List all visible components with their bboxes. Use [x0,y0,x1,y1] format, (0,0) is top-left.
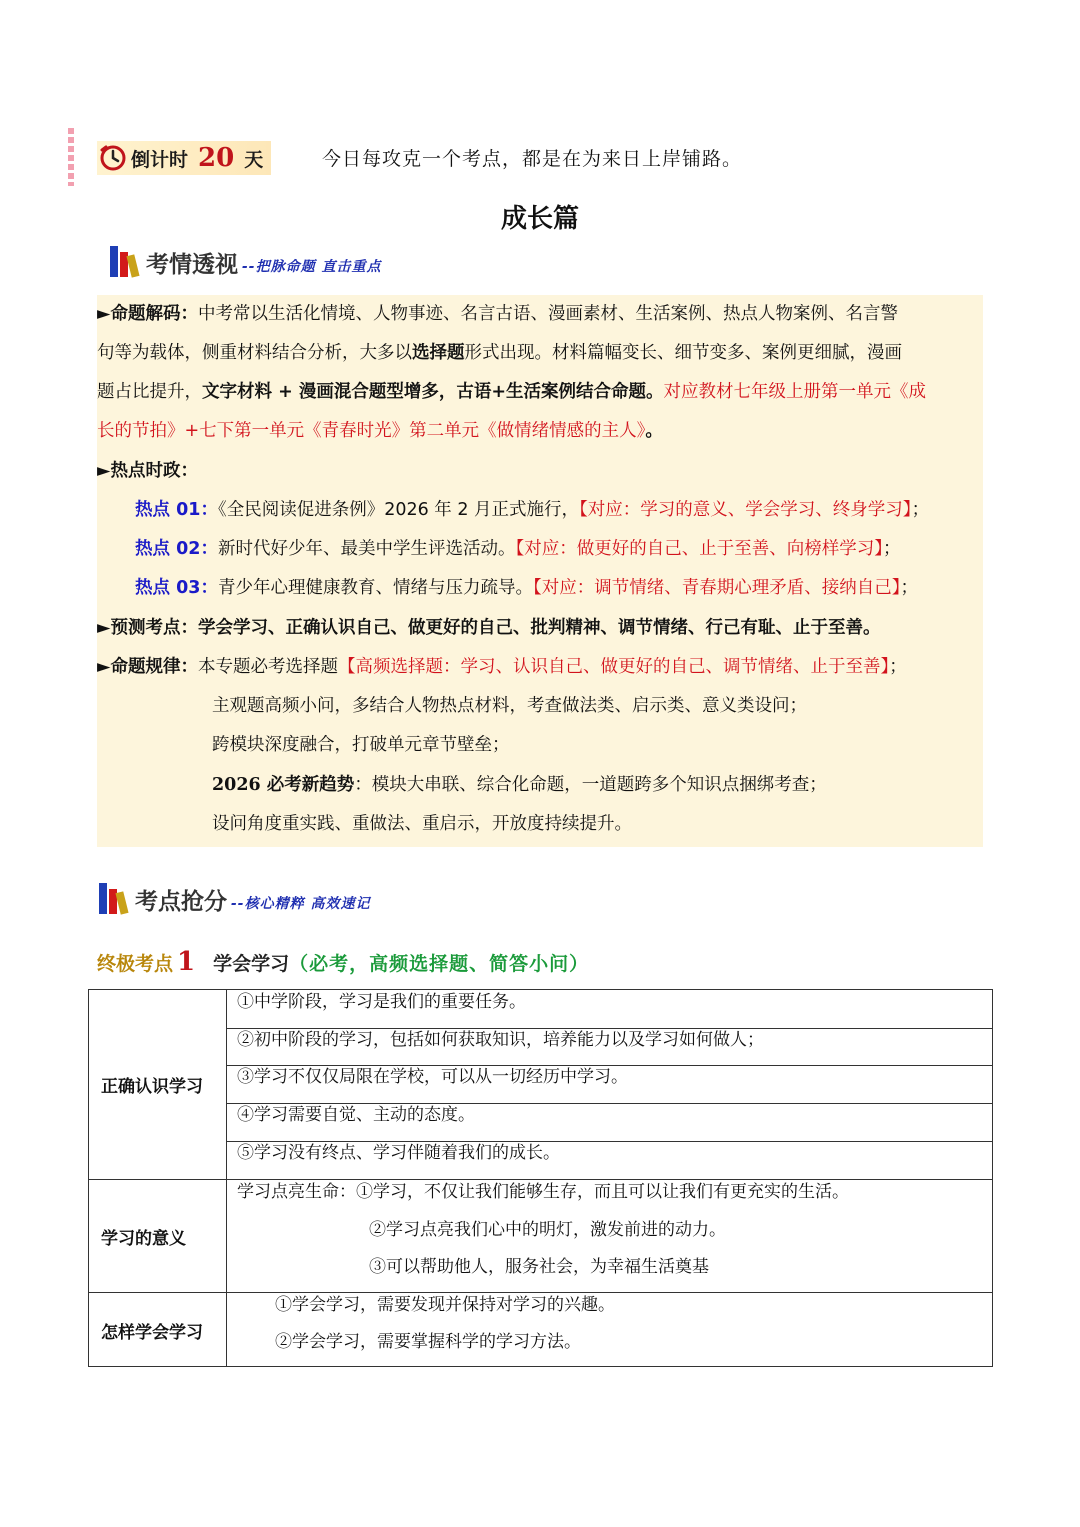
rule-trend-label: 2026 必考新趋势 [212,775,355,795]
decode-line-2 [97,334,983,373]
predict-text: 学会学习、正确认识自己、做更好的自己、批判精神、调节情绪、行己有耻、止于至善。 [197,618,881,638]
table-cell: ③可以帮助他人，服务社会，为幸福生活奠基 [369,1257,709,1277]
section-subtitle: --核心精粹 高效速记 [231,896,371,912]
countdown-badge [97,141,271,175]
table-cell: ①学会学习，需要发现并保持对学习的兴趣。 [275,1295,615,1315]
punctuation: ； [911,500,930,520]
decode-text: 题占比提升， [97,382,202,402]
decode-line-4 [97,412,983,451]
exam-point-title: 学会学习 [213,953,290,975]
decode-text: 中考常以生活化情境、人物事迹、名言古语、漫画素材、生活案例、热点人物案例、名言警 [197,304,898,324]
analysis-panel [97,295,983,847]
punctuation: ； [900,578,918,598]
category-cell: 怎样学会学习 [89,1292,227,1367]
exam-point-number: 1 [177,947,196,977]
section-title: 考情透视 [146,252,238,278]
section-heading-points [97,880,371,916]
decode-label: ►命题解码： [97,304,198,324]
table-cell: ②学习点亮我们心中的明灯，激发前进的动力。 [369,1220,726,1240]
predict-label: ►预测考点： [97,618,198,638]
hot-item-mapping: 【对应：做更好的自己、止于至善、向榜样学习】 [515,539,883,559]
decode-textbook-ref: 对应教材七年级上册第一单元《成 [663,382,927,402]
books-icon [97,880,133,916]
countdown-number: 20 [198,143,235,173]
hot-item-3 [135,569,983,608]
hot-item-text: 新时代好少年、最美中学生评选活动。 [217,539,516,559]
table-cell: ②学会学习，需要掌握科学的学习方法。 [275,1332,581,1352]
rule-line-3: 跨模块深度融合，打破单元章节壁垒； [212,735,510,755]
rule-highlight: 【高频选择题：学习、认识自己、做更好的自己、调节情绪、止于至善】 [337,657,890,677]
decode-textbook-ref: 长的节拍》+七下第一单元《青春时光》第二单元《做情绪情感的主人》 [97,421,646,441]
decode-text: 形式出现。材料篇幅变长、细节变多、案例更细腻，漫画 [464,343,902,363]
hot-label: ►热点时政： [97,461,198,481]
punctuation: ； [889,657,907,677]
decode-line-3 [97,373,983,412]
exam-point-heading [97,947,589,977]
hot-item-2 [135,530,983,569]
rule-label: ►命题规律： [97,657,198,677]
punctuation: 。 [645,421,663,441]
clock-icon [99,144,127,172]
hot-item-text: 《全民阅读促进条例》2026 年 2 月正式施行， [217,500,580,520]
margin-decoration [68,128,74,186]
exam-point-label: 终极考点 [97,953,174,975]
hot-item-mapping: 【对应：学习的意义、学会学习、终身学习】 [579,500,912,520]
table-cell: ⑤学习没有终点、学习伴随着我们的成长。 [237,1143,560,1163]
decode-text: 句等为载体，侧重材料结合分析，大多以 [97,343,412,363]
rule-line-4 [212,766,983,805]
punctuation: ； [882,539,901,559]
books-icon [108,243,144,279]
hot-item-mapping: 【对应：调节情绪、青春期心理矛盾、接纳自己】 [532,578,901,598]
rule-text: ：模块大串联、综合化命题，一道题跨多个知识点捆绑考查； [354,775,827,795]
predict-line [97,609,983,648]
rule-line-1 [97,648,983,687]
motto-text: 今日每攻克一个考点，都是在为来日上岸铺路。 [322,148,743,170]
table-cell: ①中学阶段，学习是我们的重要任务。 [237,992,526,1012]
table-cell: ②初中阶段的学习，包括如何获取知识，培养能力以及学习如何做人； [237,1030,764,1050]
countdown-prefix: 倒计时 [131,148,189,171]
exam-point-note: （必考，高频选择题、简答小问） [289,953,590,975]
hot-item-text: 青少年心理健康教育、情绪与压力疏导。 [217,578,533,598]
countdown-suffix: 天 [244,148,264,171]
table-cell: 学习点亮生命：①学习，不仅让我们能够生存，而且可以让我们有更充实的生活。 [237,1182,849,1202]
section-heading-analysis [108,243,382,279]
rule-text: 本专题必考选择题 [197,657,338,677]
table-cell: ③学习不仅仅局限在学校，可以从一切经历中学习。 [237,1067,628,1087]
section-subtitle: --把脉命题 直击重点 [242,259,382,275]
hot-item-label: 热点 01： [135,500,218,520]
hot-item-1 [135,491,983,530]
decode-line-1 [97,295,983,334]
knowledge-table [88,989,993,1367]
decode-emphasis: 选择题 [412,343,465,363]
hot-item-label: 热点 03： [135,578,218,598]
page-title: 成长篇 [500,204,579,234]
category-cell: 学习的意义 [89,1179,227,1292]
table-cell: ④学习需要自觉、主动的态度。 [237,1105,475,1125]
rule-line-5: 设问角度重实践、重做法、重启示，开放度持续提升。 [212,814,632,834]
hot-item-label: 热点 02： [135,539,218,559]
decode-emphasis: 文字材料 + 漫画混合题型增多，古语+生活案例结合命题。 [202,382,664,402]
rule-line-2: 主观题高频小问，多结合人物热点材料，考查做法类、启示类、意义类设问； [212,696,807,716]
section-title: 考点抢分 [135,889,227,915]
category-cell: 正确认识学习 [89,990,227,1179]
